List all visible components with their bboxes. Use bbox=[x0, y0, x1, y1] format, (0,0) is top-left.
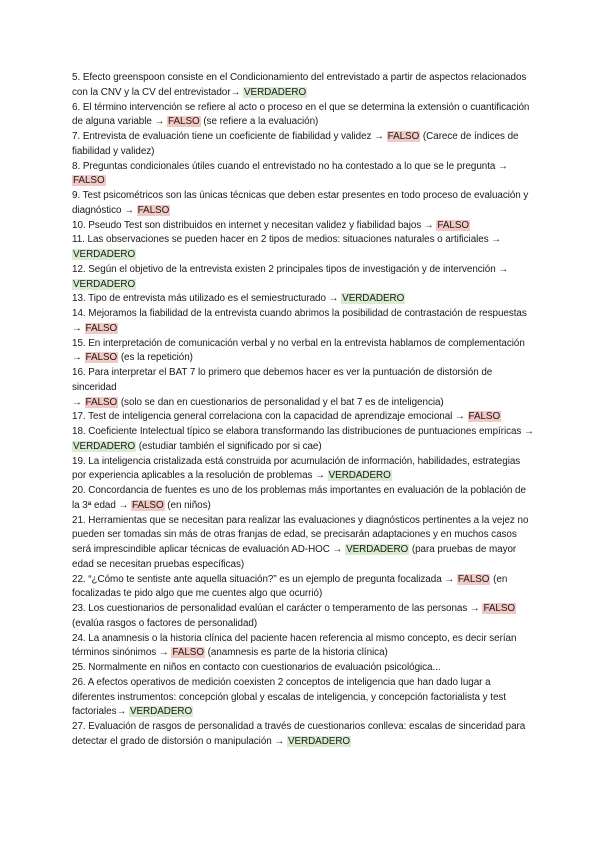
list-item bbox=[72, 101, 534, 131]
item-text: 12. Según el objetivo de la entrevista existen 2 principales tipos de investigación y de intervención → bbox=[72, 263, 509, 275]
answer-badge: FALSO bbox=[132, 499, 164, 511]
list-item bbox=[72, 307, 534, 337]
list-item bbox=[72, 189, 534, 219]
answer-badge: VERDADERO bbox=[129, 706, 193, 718]
answer-badge: VERDADERO bbox=[328, 470, 391, 482]
list-item bbox=[72, 455, 534, 485]
list-item bbox=[72, 602, 534, 632]
list-item bbox=[72, 219, 534, 234]
item-text: 24. La anamnesis o la historia clínica del paciente hacen referencia al mismo concepto, es decir serían términos sinónimos → bbox=[72, 632, 517, 659]
answer-badge: FALSO bbox=[85, 352, 118, 364]
list-item bbox=[72, 632, 534, 662]
item-note: (es la repetición) bbox=[118, 352, 193, 364]
item-text: 9. Test psicométricos son las únicas técnicas que deben estar presentes en todo proceso de evaluación y diagnóstico → bbox=[72, 190, 529, 216]
answer-badge: FALSO bbox=[387, 131, 420, 142]
item-text: 22. “¿Cómo te sentiste ante aquella situación?” es un ejemplo de pregunta focalizada → bbox=[72, 573, 457, 585]
list-item bbox=[72, 337, 534, 367]
item-text: 5. Efecto greenspoon consiste en el Condicionamiento del entrevistado a partir de aspectos relacionados con la CNV y la CV del entrevistador→ bbox=[72, 72, 527, 98]
list-item bbox=[72, 130, 534, 160]
item-text: 16. Para interpretar el BAT 7 lo primero que debemos hacer es ver la puntuación de distorsión de sinceridad → bbox=[72, 367, 493, 408]
item-text: 21. Herramientas que se necesitan para realizar las evaluaciones y diagnósticos pertinentes a la vejez no pueden ser tomadas sin más de otras franjas de edad, se precisarán adaptaciones y en muchos casos será imprescindible aplicar técnicas de evaluación AD-HOC → bbox=[72, 514, 529, 555]
list-item bbox=[72, 676, 534, 720]
answer-badge: VERDADERO bbox=[73, 440, 136, 452]
item-text: 17. Test de inteligencia general correlaciona con la capacidad de aprendizaje emocional → bbox=[72, 411, 468, 423]
answer-badge: VERDADERO bbox=[287, 735, 351, 747]
list-item bbox=[72, 661, 534, 676]
answer-badge: VERDADERO bbox=[73, 278, 136, 290]
list-item bbox=[72, 484, 534, 514]
answer-badge: VERDADERO bbox=[346, 544, 409, 555]
document-page bbox=[72, 71, 534, 750]
item-note: (solo se dan en cuestionarios de personalidad y el bat 7 es de inteligencia) bbox=[118, 396, 444, 408]
item-text: 14. Mejoramos la fiabilidad de la entrevista cuando abrimos la posibilidad de contrastación de respuestas → bbox=[72, 308, 527, 334]
answer-badge: FALSO bbox=[168, 116, 200, 128]
item-text: 25. Normalmente en niños en contacto con cuestionarios de evaluación psicológica... bbox=[72, 662, 441, 673]
item-text: 27. Evaluación de rasgos de personalidad a través de cuestionarios conlleva: escalas de sinceridad para detectar el grado de distorsión o manipulación → bbox=[72, 721, 526, 747]
answer-badge: FALSO bbox=[172, 647, 204, 659]
list-item bbox=[72, 71, 534, 101]
item-note: (en niños) bbox=[164, 499, 211, 511]
answer-badge: VERDADERO bbox=[244, 86, 307, 98]
item-text: 6. El término intervención se refiere al acto o proceso en el que se determina la extensión o cuantificación de alguna variable → bbox=[72, 101, 530, 128]
list-item bbox=[72, 292, 534, 307]
answer-badge: VERDADERO bbox=[73, 249, 136, 260]
answer-badge: FALSO bbox=[137, 204, 170, 216]
item-text: 7. Entrevista de evaluación tiene un coeficiente de fiabilidad y validez → bbox=[72, 131, 387, 142]
item-text: 11. Las observaciones se pueden hacer en 2 tipos de medios: situaciones naturales o artificiales → bbox=[72, 234, 502, 246]
item-note: (Carece de índices de fiabilidad y validez) bbox=[72, 131, 519, 157]
item-text: 26. A efectos operativos de medición coexisten 2 conceptos de inteligencia que han dado lugar a diferentes instrumentos: concepción global y escalas de inteligencia, y concepción factorialista y test factoriales→ bbox=[72, 676, 506, 718]
list-item bbox=[72, 573, 534, 603]
item-note: (se refiere a la evaluación) bbox=[200, 116, 319, 128]
answer-badge: FALSO bbox=[85, 322, 118, 334]
item-text: 13. Tipo de entrevista más utilizado es el semiestructurado → bbox=[72, 293, 342, 305]
list-item bbox=[72, 233, 534, 263]
item-text: 19. La inteligencia cristalizada está construida por acumulación de información, habilidades, estrategias por experiencia aplicables a la resolución de problemas → bbox=[72, 455, 521, 482]
item-text: 15. En interpretación de comunicación verbal y no verbal en la entrevista hablamos de complementación → bbox=[72, 337, 525, 364]
list-item bbox=[72, 410, 534, 425]
item-note: (para pruebas de mayor edad se necesitan pruebas específicas) bbox=[72, 544, 517, 570]
item-text: 20. Concordancia de fuentes es uno de los problemas más importantes en evaluación de la población de la 3ª edad → bbox=[72, 485, 526, 511]
list-item bbox=[72, 263, 534, 293]
item-note: (anamnesis es parte de la historia clínica) bbox=[204, 647, 388, 659]
item-note: (en focalizadas te pido algo que me cuentes algo que ocurrió) bbox=[72, 573, 508, 600]
item-note: (evalúa rasgos o factores de personalidad) bbox=[72, 617, 258, 629]
item-text: 10. Pseudo Test son distribuidos en internet y necesitan validez y fiabilidad bajos → bbox=[72, 219, 437, 231]
list-item bbox=[72, 425, 534, 455]
answer-badge: FALSO bbox=[437, 219, 469, 231]
answer-badge: FALSO bbox=[85, 396, 118, 408]
list-item bbox=[72, 366, 534, 410]
answer-badge: FALSO bbox=[483, 603, 516, 614]
item-note: (estudiar también el significado por si cae) bbox=[136, 440, 322, 452]
answer-badge: FALSO bbox=[73, 175, 105, 187]
item-text: 23. Los cuestionarios de personalidad evalúan el carácter o temperamento de las personas → bbox=[72, 603, 483, 614]
list-item bbox=[72, 720, 534, 750]
list-item bbox=[72, 514, 534, 573]
item-text: 8. Preguntas condicionales útiles cuando el entrevistado no ha contestado a lo que se le pregunta → bbox=[72, 160, 508, 172]
answer-badge: FALSO bbox=[457, 573, 490, 585]
answer-badge: VERDADERO bbox=[342, 293, 405, 305]
answer-badge: FALSO bbox=[468, 411, 501, 423]
list-item bbox=[72, 160, 534, 190]
item-text: 18. Coeficiente Intelectual típico se elabora transformando las distribuciones de puntuaciones empíricas → bbox=[72, 426, 534, 437]
